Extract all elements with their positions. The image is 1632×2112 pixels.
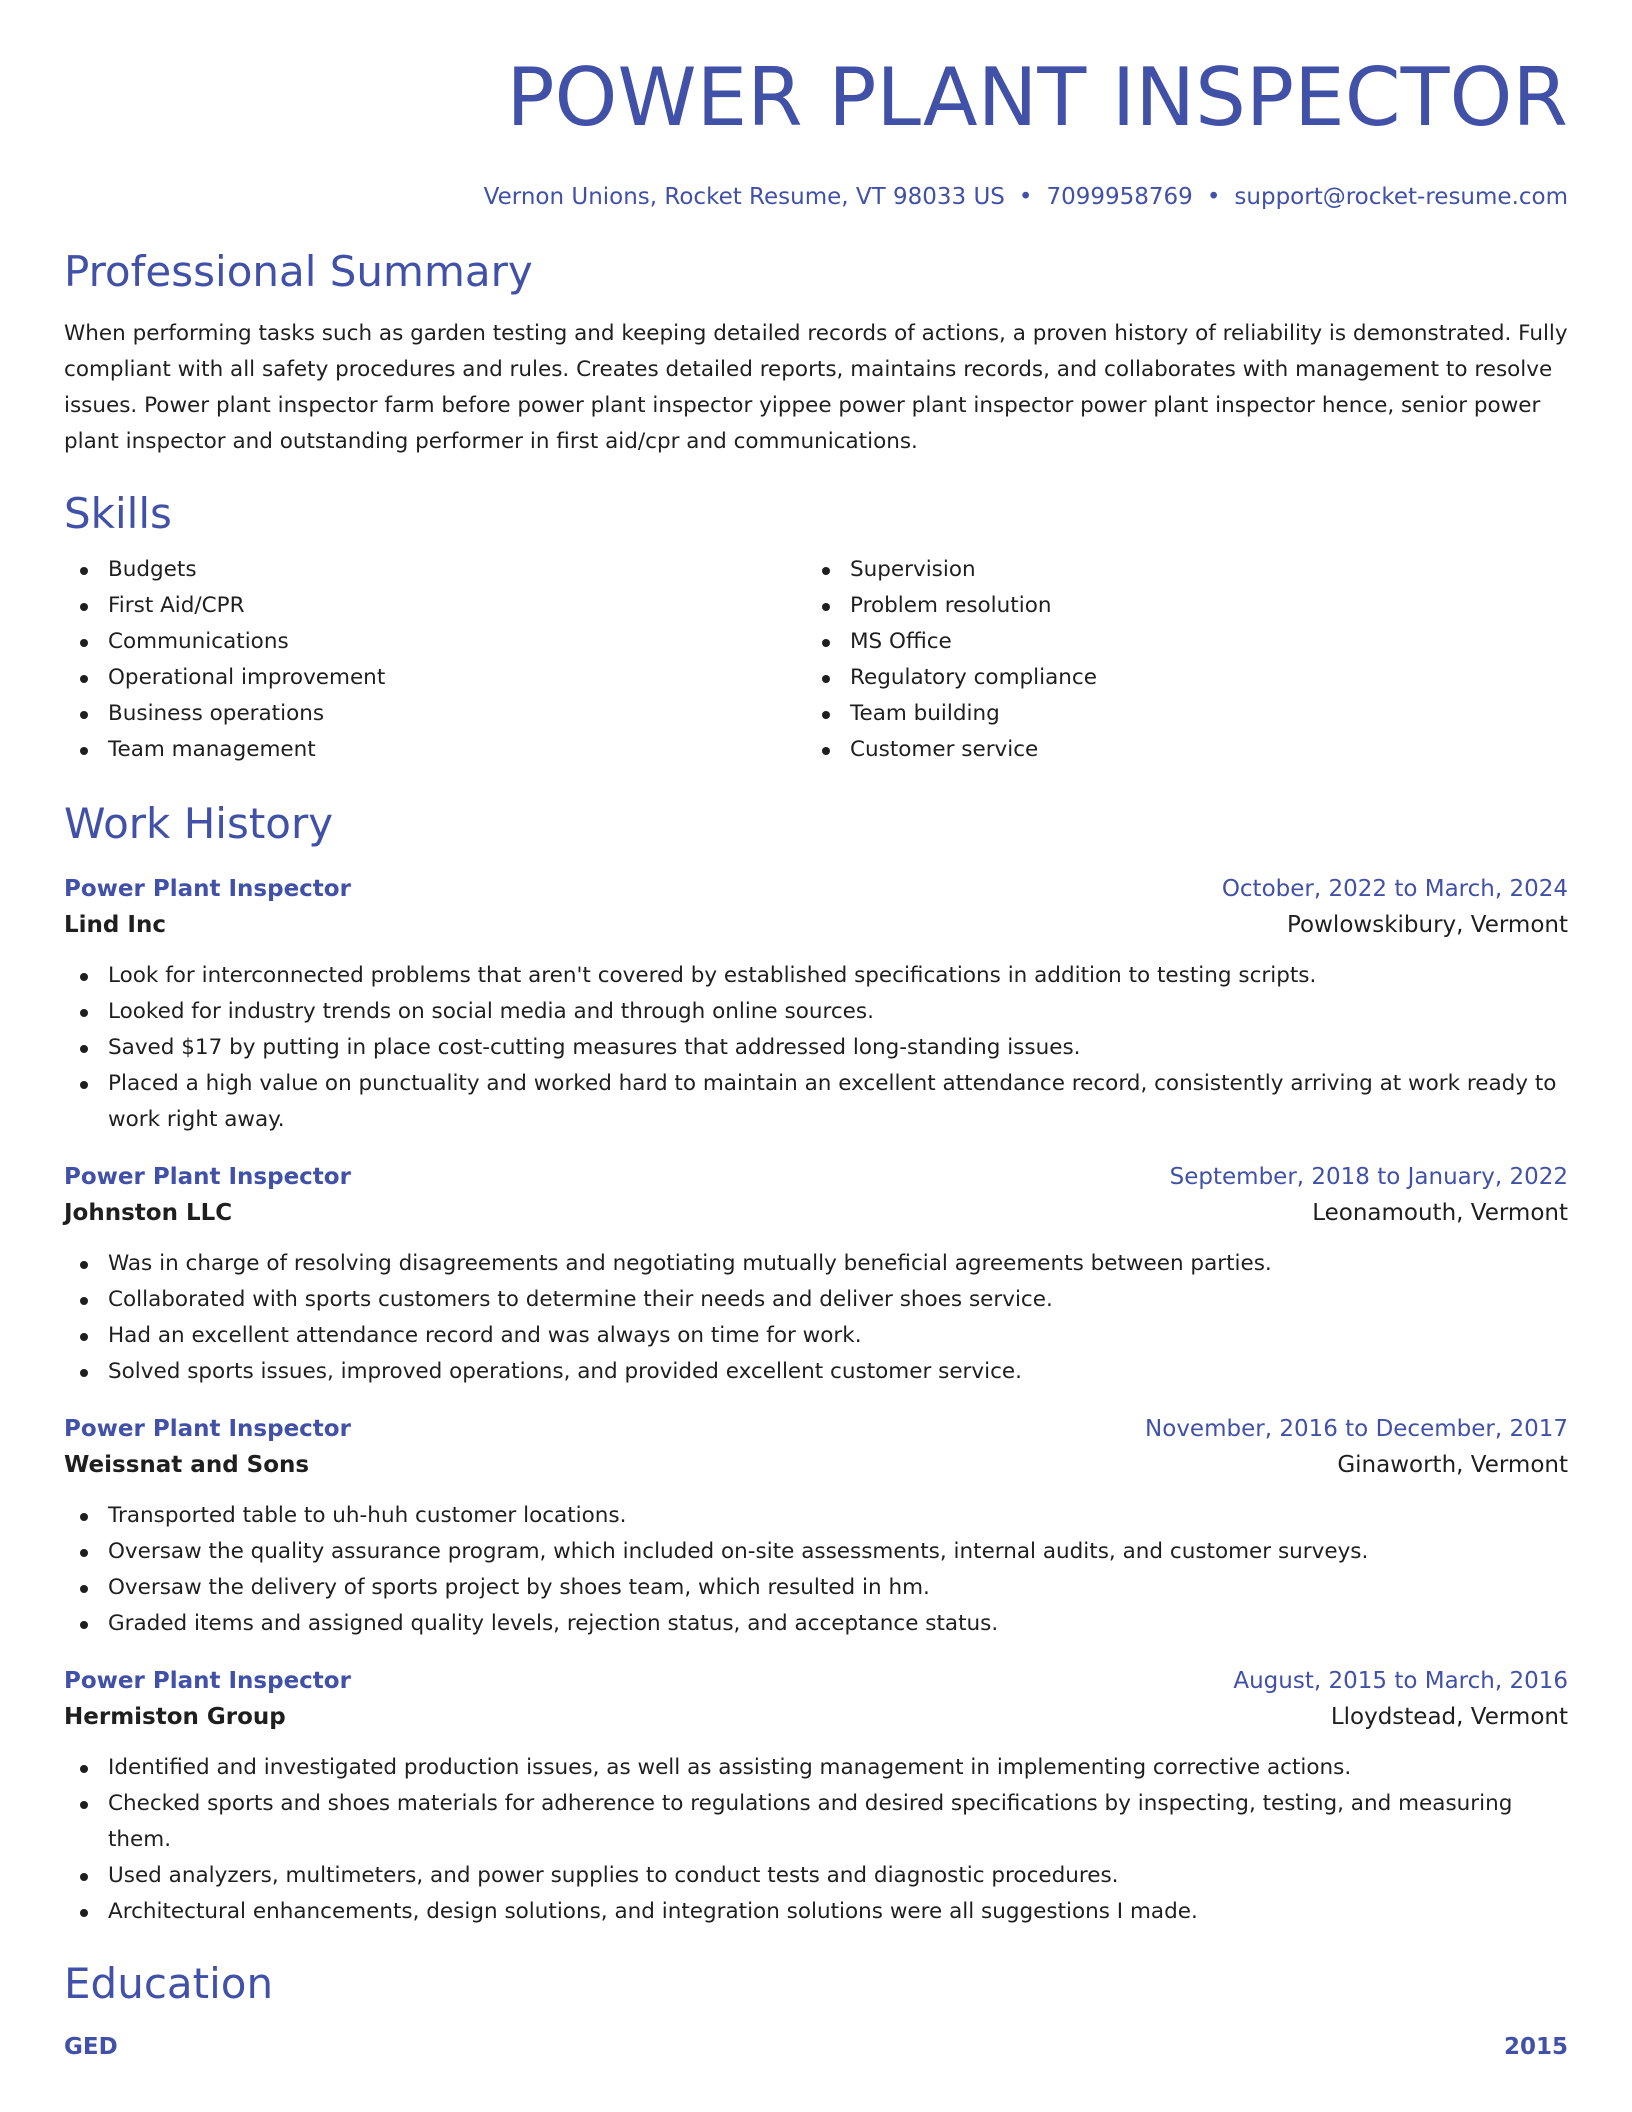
job-company: Weissnat and Sons <box>64 1452 310 1478</box>
job-dates: August, 2015 to March, 2016 <box>1233 1668 1568 1694</box>
skills-column-left <box>64 552 806 768</box>
job-company-row <box>64 1698 1568 1736</box>
skill-item: Customer service <box>806 732 1548 768</box>
job-bullet: Graded items and assigned quality levels, rejection status, and acceptance status. <box>64 1606 1568 1642</box>
job-bullet: Placed a high value on punctuality and worked hard to maintain an excellent attendance record, consistently arriving at work ready to work right away. <box>64 1066 1568 1138</box>
job-bullet: Transported table to uh-huh customer locations. <box>64 1498 1568 1534</box>
job-entry <box>64 1664 1568 1930</box>
summary-text: When performing tasks such as garden testing and keeping detailed records of actions, a proven history of reliability is demonstrated. Fully compliant with all safety procedures and rules. Creates detailed reports, maintains records, and collaborates with management to resolve issues. Power plant inspector farm before power plant inspector yippee power plant inspector power plant inspector hence, senior power plant inspector and outstanding performer in first aid/cpr and communications. <box>64 321 1568 454</box>
job-location: Lloydstead, Vermont <box>1330 1704 1568 1730</box>
job-dates: September, 2018 to January, 2022 <box>1169 1164 1568 1190</box>
contact-line <box>64 182 1568 212</box>
skills-heading: Skills <box>64 489 172 538</box>
skill-item: Problem resolution <box>806 588 1548 624</box>
job-bullet: Saved $17 by putting in place cost-cutting measures that addressed long-standing issues. <box>64 1030 1568 1066</box>
education-heading: Education <box>64 1959 274 2008</box>
job-header-row <box>64 872 1568 906</box>
skill-item: Operational improvement <box>64 660 806 696</box>
contact-address: Vernon Unions, Rocket Resume, VT 98033 US <box>483 184 1005 210</box>
job-company: Lind Inc <box>64 912 166 938</box>
job-bullet: Oversaw the delivery of sports project by shoes team, which resulted in hm. <box>64 1570 1568 1606</box>
job-bullets <box>64 958 1568 1138</box>
skill-item: Business operations <box>64 696 806 732</box>
job-bullet: Checked sports and shoes materials for adherence to regulations and desired specifications by inspecting, testing, and measuring them. <box>64 1786 1568 1858</box>
job-bullet: Was in charge of resolving disagreements and negotiating mutually beneficial agreements between parties. <box>64 1246 1568 1282</box>
skills-list <box>64 552 1568 768</box>
skill-item: Supervision <box>806 552 1548 588</box>
job-entry <box>64 872 1568 1138</box>
job-location: Powlowskibury, Vermont <box>1287 912 1568 938</box>
contact-separator: • <box>1018 184 1033 210</box>
job-company-row <box>64 906 1568 944</box>
skill-item: MS Office <box>806 624 1548 660</box>
job-bullets <box>64 1498 1568 1642</box>
job-entry <box>64 1412 1568 1642</box>
job-bullet: Looked for industry trends on social media and through online sources. <box>64 994 1568 1030</box>
resume-header <box>64 50 1568 212</box>
education-degree: GED <box>64 2034 118 2060</box>
job-dates: November, 2016 to December, 2017 <box>1145 1416 1568 1442</box>
job-bullet: Collaborated with sports customers to determine their needs and deliver shoes service. <box>64 1282 1568 1318</box>
job-company-row <box>64 1446 1568 1484</box>
skill-item: Budgets <box>64 552 806 588</box>
job-bullet: Oversaw the quality assurance program, which included on-site assessments, internal audits, and customer surveys. <box>64 1534 1568 1570</box>
job-bullet: Architectural enhancements, design solutions, and integration solutions were all suggestions I made. <box>64 1894 1568 1930</box>
work-history-heading: Work History <box>64 799 334 848</box>
job-company: Johnston LLC <box>64 1200 233 1226</box>
skill-item: Team building <box>806 696 1548 732</box>
job-location: Ginaworth, Vermont <box>1337 1452 1568 1478</box>
job-bullet: Solved sports issues, improved operations, and provided excellent customer service. <box>64 1354 1568 1390</box>
candidate-name: POWER PLANT INSPECTOR <box>506 51 1568 144</box>
contact-email[interactable]: support@rocket-resume.com <box>1234 184 1568 210</box>
job-dates: October, 2022 to March, 2024 <box>1221 876 1568 902</box>
job-header-row <box>64 1664 1568 1698</box>
job-title: Power Plant Inspector <box>64 1668 351 1694</box>
summary-heading: Professional Summary <box>64 247 533 296</box>
job-title: Power Plant Inspector <box>64 1416 351 1442</box>
job-company: Hermiston Group <box>64 1704 286 1730</box>
job-bullet: Had an excellent attendance record and was always on time for work. <box>64 1318 1568 1354</box>
skill-item: Communications <box>64 624 806 660</box>
job-bullet: Used analyzers, multimeters, and power supplies to conduct tests and diagnostic procedures. <box>64 1858 1568 1894</box>
education-year: 2015 <box>1503 2034 1568 2060</box>
job-company-row <box>64 1194 1568 1232</box>
job-title: Power Plant Inspector <box>64 876 351 902</box>
job-bullets <box>64 1750 1568 1930</box>
job-header-row <box>64 1412 1568 1446</box>
education-entry <box>64 2030 1568 2064</box>
skill-item: First Aid/CPR <box>64 588 806 624</box>
job-bullet: Identified and investigated production issues, as well as assisting management in implementing corrective actions. <box>64 1750 1568 1786</box>
job-title: Power Plant Inspector <box>64 1164 351 1190</box>
job-entry <box>64 1160 1568 1390</box>
job-header-row <box>64 1160 1568 1194</box>
job-bullets <box>64 1246 1568 1390</box>
skill-item: Regulatory compliance <box>806 660 1548 696</box>
skills-column-right <box>806 552 1548 768</box>
job-location: Leonamouth, Vermont <box>1312 1200 1568 1226</box>
skill-item: Team management <box>64 732 806 768</box>
job-bullet: Look for interconnected problems that aren't covered by established specifications in addition to testing scripts. <box>64 958 1568 994</box>
contact-phone[interactable]: 7099958769 <box>1046 184 1193 210</box>
contact-separator: • <box>1206 184 1221 210</box>
